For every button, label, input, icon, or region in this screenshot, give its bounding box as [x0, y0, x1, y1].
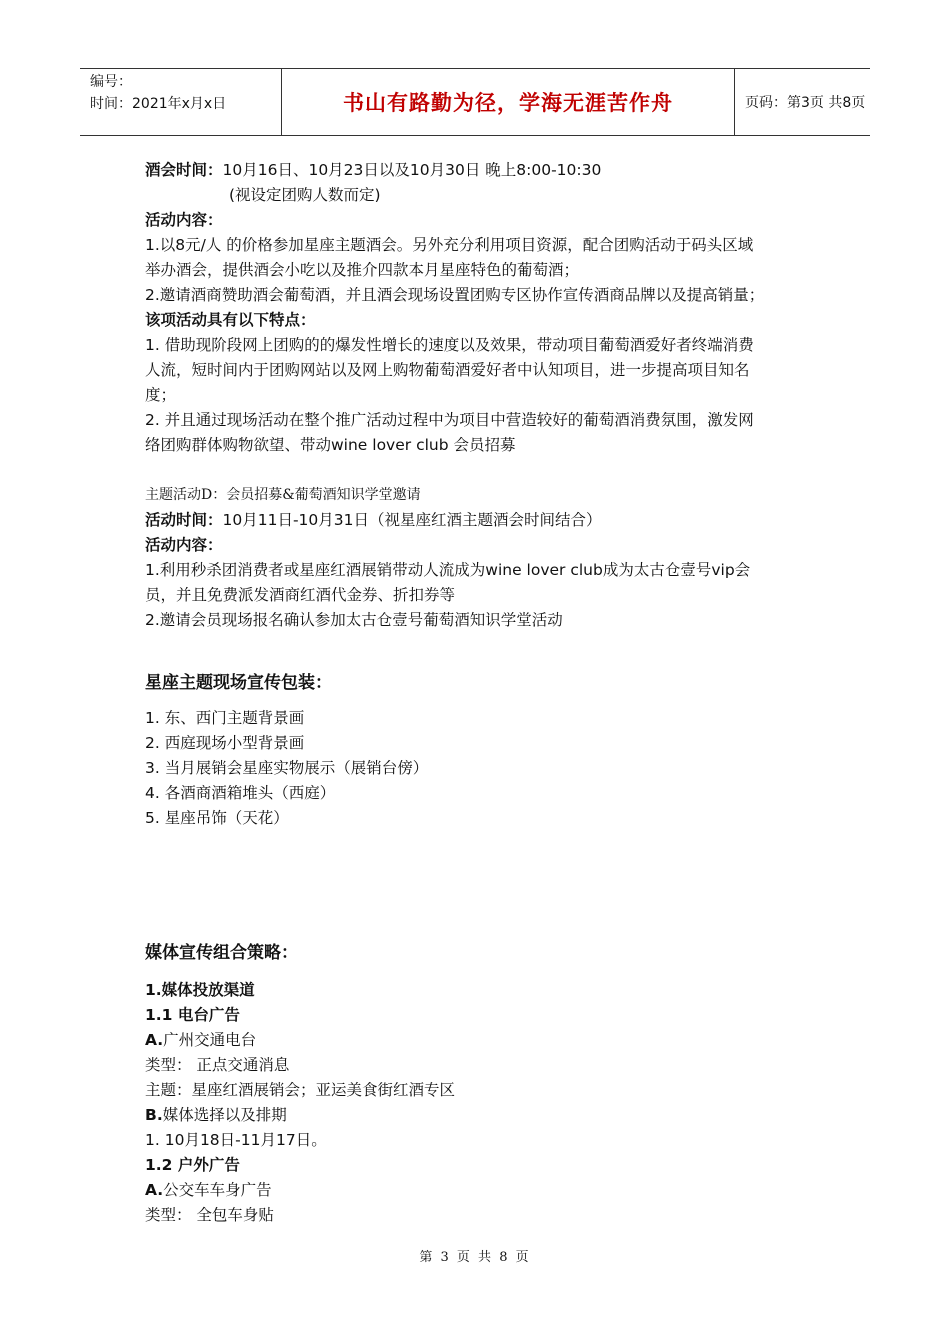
radio-ad-theme: 主题：星座红酒展销会；亚运美食街红酒专区	[145, 1081, 456, 1099]
radio-ad-a-text: 广州交通电台	[163, 1031, 257, 1049]
paragraph-line: 1.利用秒杀团消费者或星座红酒展销带动人流成为wine lover club成为太古仓壹号vip会	[145, 561, 751, 579]
paragraph-line: 1.以8元/人 的价格参加星座主题酒会。另外充分利用项目资源，配合团购活动于码头区域	[145, 236, 754, 254]
packaging-item: 2. 西庭现场小型背景画	[145, 734, 305, 752]
paragraph-line: 举办酒会，提供酒会小吃以及推介四款本月星座特色的葡萄酒；	[145, 261, 580, 279]
reception-time-label: 酒会时间：	[145, 161, 223, 179]
reception-time	[145, 158, 815, 183]
outdoor-ad-a	[145, 1178, 815, 1203]
radio-ad-heading: 1.1 电台广告	[145, 1006, 240, 1024]
reception-time-text: 10月16日、10月23日以及10月30日 晚上8:00-10:30	[222, 161, 602, 179]
activity-d-time-text: 10月11日-10月31日（视星座红酒主题酒会时间结合）	[222, 511, 602, 529]
packaging-item: 3. 当月展销会星座实物展示（展销台傍）	[145, 759, 429, 777]
activity-d-content-label: 活动内容：	[145, 536, 223, 554]
packaging-item: 1. 东、西门主题背景画	[145, 709, 305, 727]
paragraph-line: 络团购群体购物欲望、带动wine lover club 会员招募	[145, 436, 516, 454]
time-label: 时间：2021年x月x日	[90, 96, 227, 112]
theme-activity-d-title: 主题活动D：会员招募&葡萄酒知识学堂邀请	[145, 487, 421, 503]
activity-d-time	[145, 508, 815, 533]
header-page-info: 页码：第3页 共8页	[745, 95, 866, 111]
reception-time-note: (视设定团购人数而定)	[229, 186, 381, 204]
paragraph-line: 2. 并且通过现场活动在整个推广活动过程中为项目中营造较好的葡萄酒消费氛围，激发网	[145, 411, 754, 429]
outdoor-ad-heading: 1.2 户外广告	[145, 1156, 240, 1174]
packaging-item: 5. 星座吊饰（天花）	[145, 809, 289, 827]
paragraph-line: 度；	[145, 386, 177, 404]
paragraph-line: 2.邀请酒商赞助酒会葡萄酒，并且酒会现场设置团购专区协作宣传酒商品牌以及提高销量；	[145, 286, 765, 304]
header-meta	[80, 69, 282, 135]
packaging-heading: 星座主题现场宣传包装：	[145, 673, 332, 693]
activity-content-label: 活动内容：	[145, 211, 223, 229]
media-heading: 媒体宣传组合策略：	[145, 943, 298, 963]
page-footer: 第 3 页 共 8 页	[419, 1250, 531, 1265]
header-motto: 书山有路勤为径，学海无涯苦作舟	[282, 69, 735, 135]
radio-ad-type: 类型： 正点交通消息	[145, 1056, 290, 1074]
header-table	[80, 68, 870, 136]
paragraph-line: 1. 借助现阶段网上团购的的爆发性增长的速度以及效果，带动项目葡萄酒爱好者终端消费	[145, 336, 754, 354]
radio-ad-a-letter: A.	[145, 1031, 164, 1049]
packaging-item: 4. 各酒商酒箱堆头（西庭）	[145, 784, 336, 802]
media-channel-heading: 1.媒体投放渠道	[145, 981, 255, 999]
paragraph-line: 员，并且免费派发酒商红酒代金券、折扣券等	[145, 586, 456, 604]
paragraph-line: 2.邀请会员现场报名确认参加太古仓壹号葡萄酒知识学堂活动	[145, 611, 563, 629]
document-body	[145, 158, 815, 1228]
features-label: 该项活动具有以下特点：	[145, 311, 316, 329]
radio-ad-b	[145, 1103, 815, 1128]
outdoor-ad-type: 类型： 全包车身贴	[145, 1206, 274, 1224]
radio-ad-dates: 1. 10月18日-11月17日。	[145, 1131, 327, 1149]
radio-ad-b-text: 媒体选择以及排期	[162, 1106, 287, 1124]
radio-ad-b-letter: B.	[145, 1106, 163, 1124]
number-label: 编号：	[90, 74, 132, 90]
paragraph-line: 人流，短时间内于团购网站以及网上购物葡萄酒爱好者中认知项目，进一步提高项目知名	[145, 361, 750, 379]
activity-d-time-label: 活动时间：	[145, 511, 223, 529]
radio-ad-a	[145, 1028, 815, 1053]
outdoor-ad-a-text: 公交车车身广告	[163, 1181, 272, 1199]
outdoor-ad-a-letter: A.	[145, 1181, 164, 1199]
